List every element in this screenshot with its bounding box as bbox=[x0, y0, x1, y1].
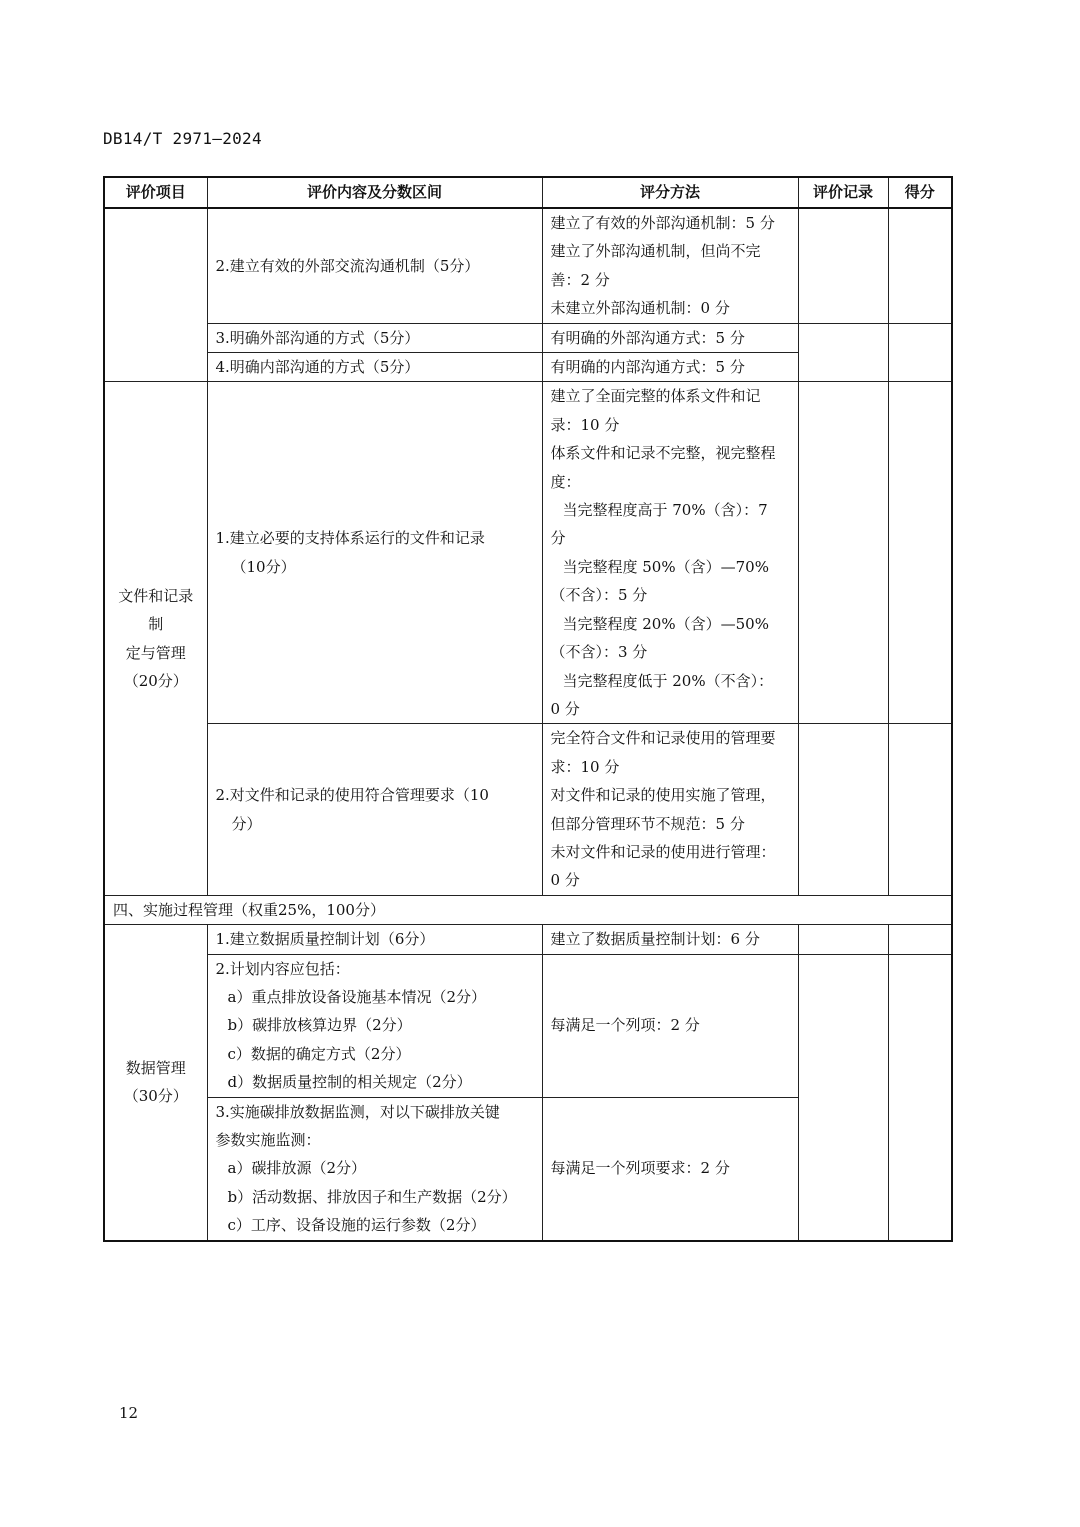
table-header-row bbox=[104, 177, 952, 208]
method-cell: 建立了数据质量控制计划：6 分 bbox=[542, 925, 798, 954]
page-number: 12 bbox=[119, 1404, 139, 1422]
col-header-item: 评价项目 bbox=[104, 177, 207, 208]
record-cell[interactable] bbox=[798, 724, 888, 895]
table-row bbox=[104, 382, 952, 724]
col-header-score: 得分 bbox=[888, 177, 952, 208]
item-cell-empty bbox=[104, 208, 207, 382]
score-cell[interactable] bbox=[888, 382, 952, 724]
score-cell[interactable] bbox=[888, 323, 952, 382]
item-cell: 文件和记录制 定与管理 （20分） bbox=[104, 382, 207, 895]
content-cell: 1.建立数据质量控制计划（6分） bbox=[207, 925, 542, 954]
score-cell[interactable] bbox=[888, 208, 952, 323]
content-cell: 3.明确外部沟通的方式（5分） bbox=[207, 323, 542, 352]
method-cell: 建立了全面完整的体系文件和记 录：10 分 体系文件和记录不完整，视完整程 度： 当完整程度高于 70%（含）：7 分 当完整程度 50%（含）—70% （不含）：5 分 当完整程度 20%（含）—50% （不含）：3 分 当完整程度低于 20%（不含）： 0 分 bbox=[542, 382, 798, 724]
item-cell: 数据管理 （30分） bbox=[104, 925, 207, 1241]
content-cell: 2.计划内容应包括： a）重点排放设备设施基本情况（2分） b）碳排放核算边界（2分） c）数据的确定方式（2分） d）数据质量控制的相关规定（2分） bbox=[207, 954, 542, 1097]
section-title: 四、实施过程管理（权重25%，100分） bbox=[104, 895, 952, 924]
content-cell: 3.实施碳排放数据监测，对以下碳排放关键 参数实施监测： a）碳排放源（2分） b）活动数据、排放因子和生产数据（2分） c）工序、设备设施的运行参数（2分） bbox=[207, 1097, 542, 1241]
content-cell: 2.对文件和记录的使用符合管理要求（10 分） bbox=[207, 724, 542, 895]
standard-code: DB14/T 2971—2024 bbox=[103, 129, 262, 148]
content-cell: 2.建立有效的外部交流沟通机制（5分） bbox=[207, 208, 542, 323]
evaluation-table bbox=[103, 176, 953, 1242]
table-row bbox=[104, 208, 952, 323]
record-cell[interactable] bbox=[798, 925, 888, 954]
method-cell: 完全符合文件和记录使用的管理要 求：10 分 对文件和记录的使用实施了管理， 但部分管理环节不规范：5 分 未对文件和记录的使用进行管理： 0 分 bbox=[542, 724, 798, 895]
table-row bbox=[104, 323, 952, 352]
method-cell: 有明确的外部沟通方式：5 分 bbox=[542, 323, 798, 352]
record-cell[interactable] bbox=[798, 954, 888, 1241]
section-row bbox=[104, 895, 952, 924]
content-cell: 1.建立必要的支持体系运行的文件和记录 （10分） bbox=[207, 382, 542, 724]
table-row bbox=[104, 724, 952, 895]
method-cell: 有明确的内部沟通方式：5 分 bbox=[542, 353, 798, 382]
col-header-method: 评分方法 bbox=[542, 177, 798, 208]
record-cell[interactable] bbox=[798, 323, 888, 382]
col-header-record: 评价记录 bbox=[798, 177, 888, 208]
record-cell[interactable] bbox=[798, 382, 888, 724]
score-cell[interactable] bbox=[888, 724, 952, 895]
score-cell[interactable] bbox=[888, 954, 952, 1241]
table-row bbox=[104, 925, 952, 954]
content-cell: 4.明确内部沟通的方式（5分） bbox=[207, 353, 542, 382]
method-cell: 建立了有效的外部沟通机制：5 分 建立了外部沟通机制，但尚不完 善：2 分 未建立外部沟通机制：0 分 bbox=[542, 208, 798, 323]
score-cell[interactable] bbox=[888, 925, 952, 954]
table-row bbox=[104, 954, 952, 1097]
method-cell: 每满足一个列项：2 分 bbox=[542, 954, 798, 1097]
col-header-content: 评价内容及分数区间 bbox=[207, 177, 542, 208]
method-cell: 每满足一个列项要求：2 分 bbox=[542, 1097, 798, 1241]
record-cell[interactable] bbox=[798, 208, 888, 323]
